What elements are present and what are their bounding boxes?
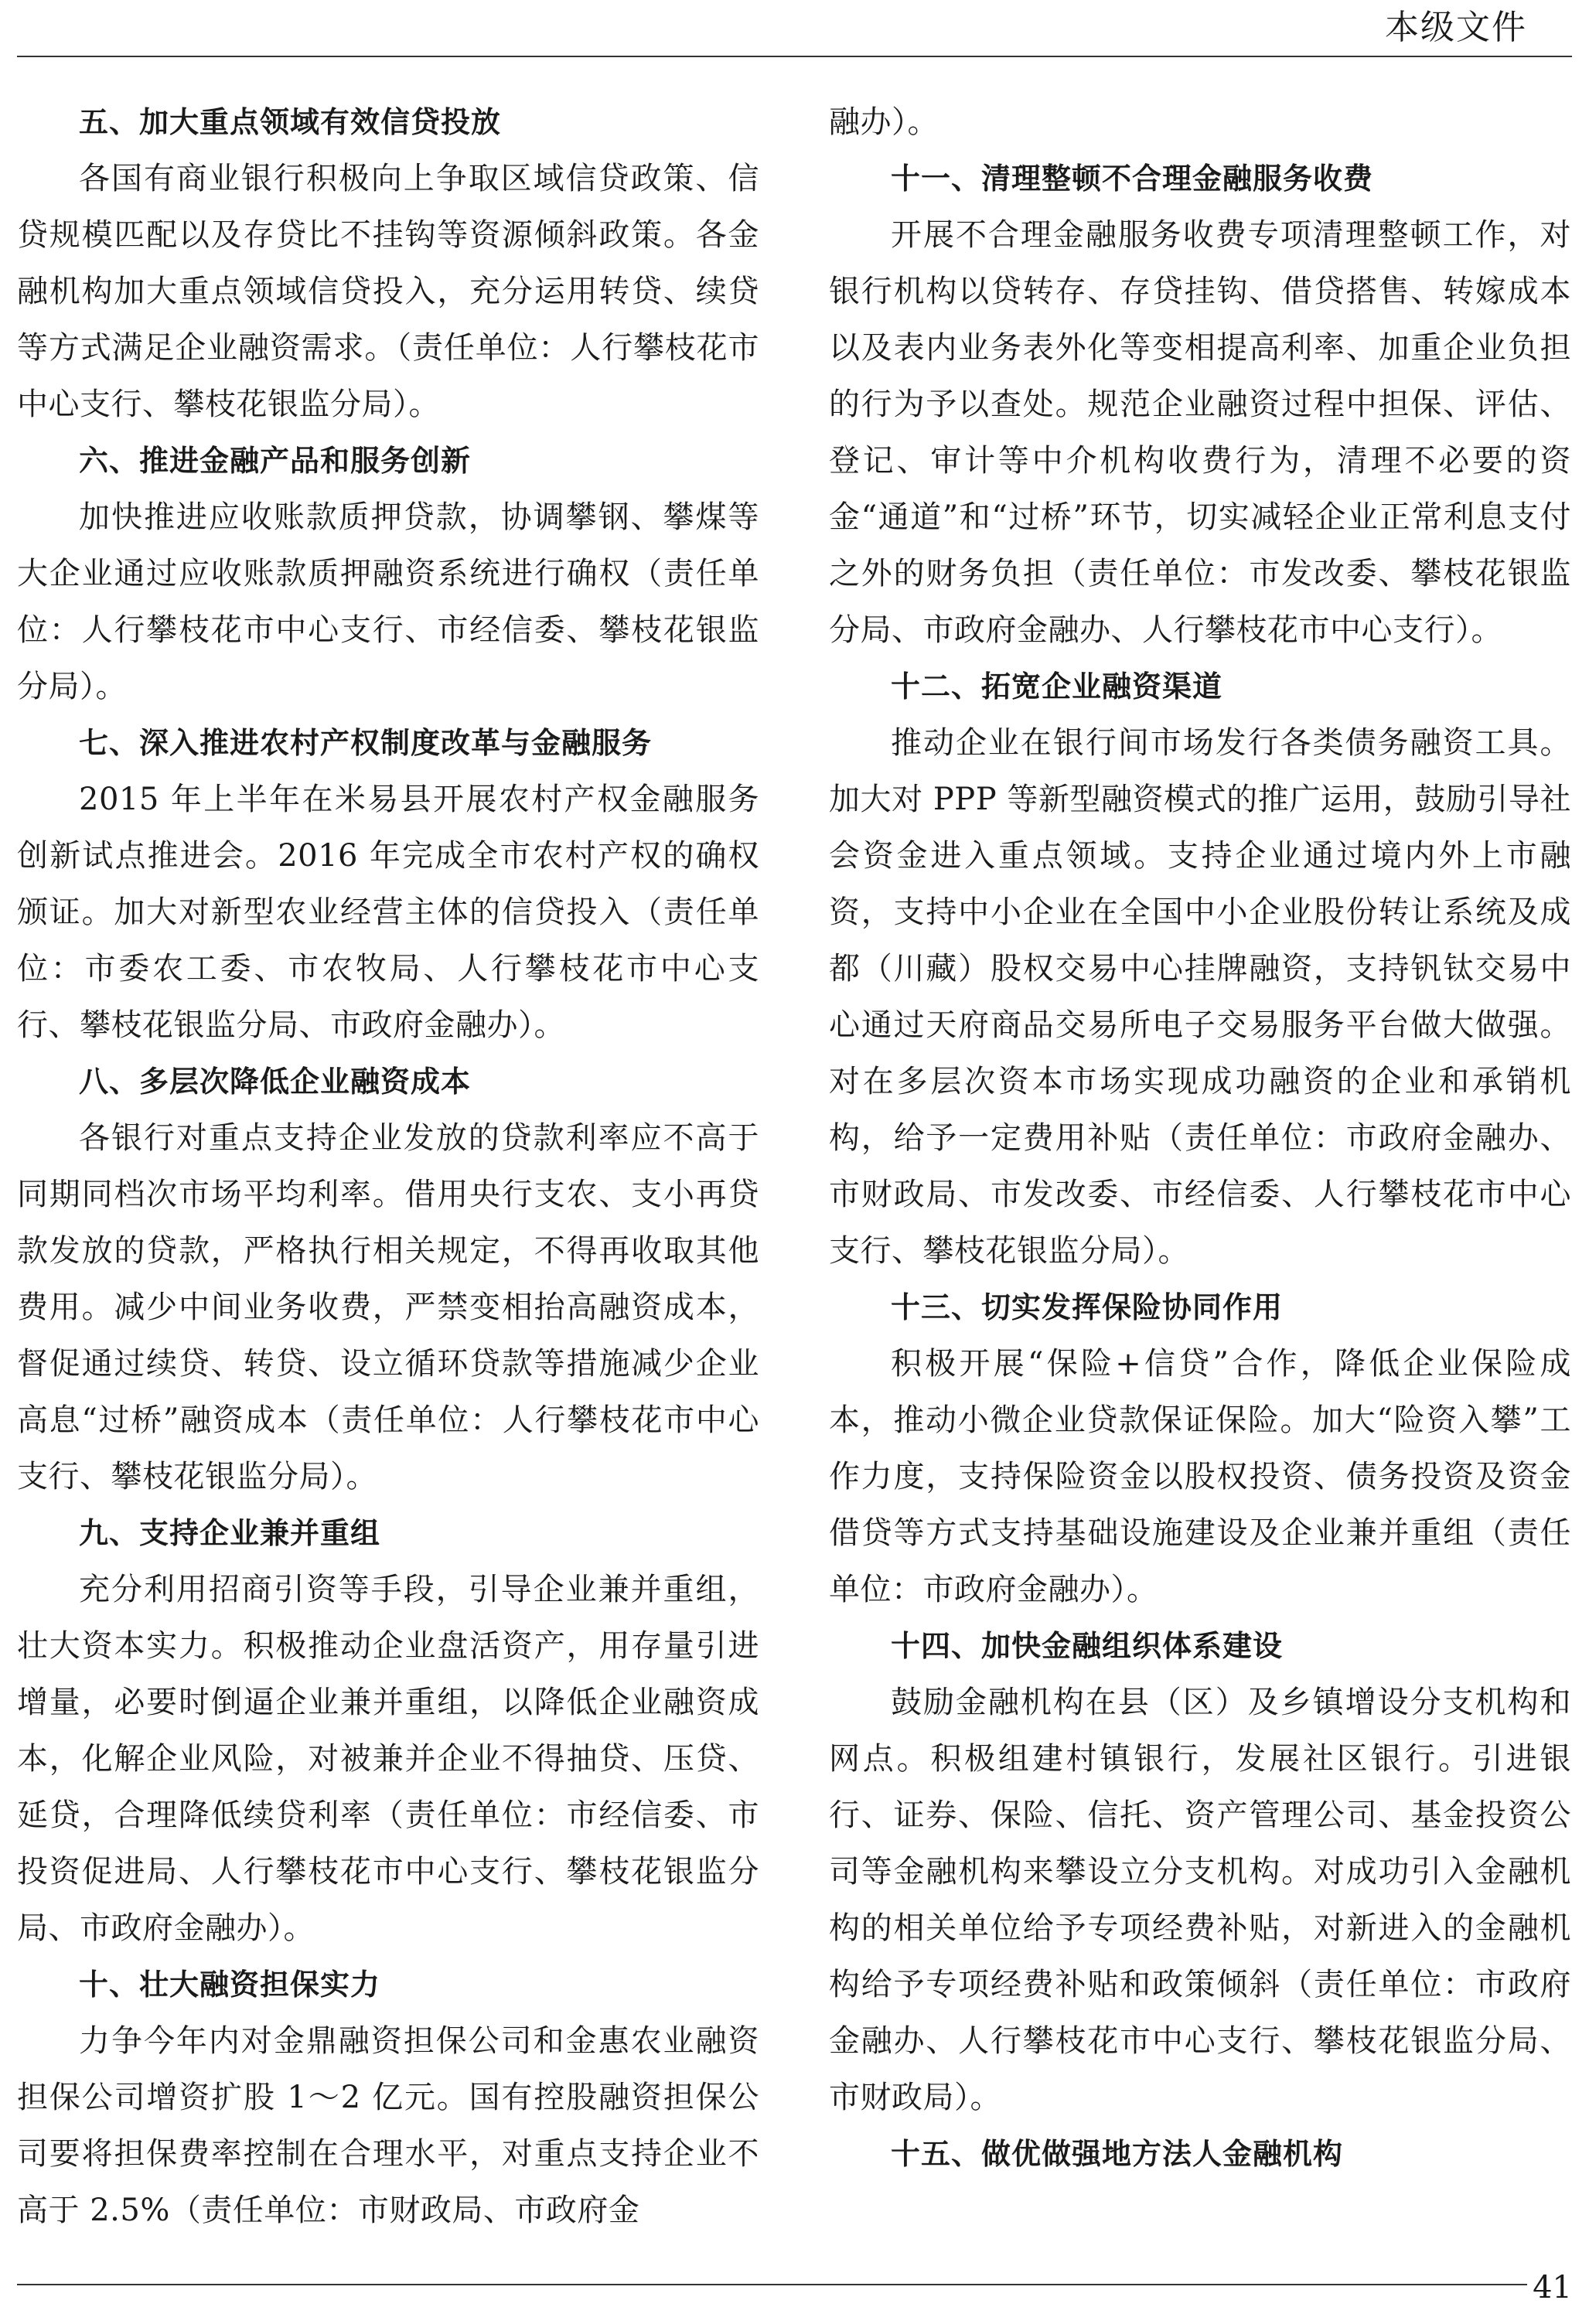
section-15-heading: 十五、做优做强地方法人金融机构	[891, 2137, 1344, 2171]
right-column	[829, 94, 1571, 2183]
header-rule	[17, 56, 1572, 57]
section-5-paragraph: 各国有商业银行积极向上争取区域信贷政策、信贷规模匹配以及存贷比不挂钩等资源倾斜政策。各金融机构加大重点领域信贷投入，充分运用转贷、续贷等方式满足企业融资需求。（责任单位：人行攀枝花市中心支行、攀枝花银监分局）。	[17, 161, 759, 422]
section-12-paragraph: 推动企业在银行间市场发行各类债务融资工具。加大对 PPP 等新型融资模式的推广运用，鼓励引导社会资金进入重点领域。支持企业通过境内外上市融资，支持中小企业在全国中小企业股份转让系统及成都（川藏）股权交易中心挂牌融资，支持钒钛交易中心通过天府商品交易所电子交易服务平台做大做强。对在多层次资本市场实现成功融资的企业和承销机构，给予一定费用补贴（责任单位：市政府金融办、市财政局、市发改委、市经信委、人行攀枝花市中心支行、攀枝花银监分局）。	[829, 725, 1571, 1269]
section-7-heading: 七、深入推进农村产权制度改革与金融服务	[79, 726, 653, 760]
section-11-heading: 十一、清理整顿不合理金融服务收费	[891, 162, 1374, 196]
section-6-paragraph: 加快推进应收账款质押贷款，协调攀钢、攀煤等大企业通过应收账款质押融资系统进行确权（责任单位：人行攀枝花市中心支行、市经信委、攀枝花银监分局）。	[17, 499, 759, 704]
page-number: 41	[1533, 2270, 1572, 2305]
section-9-heading: 九、支持企业兼并重组	[79, 1516, 381, 1550]
footer-rule	[17, 2284, 1527, 2285]
section-14-heading: 十四、加快金融组织体系建设	[891, 1629, 1284, 1663]
section-11-paragraph: 开展不合理金融服务收费专项清理整顿工作，对银行机构以贷转存、存贷挂钩、借贷搭售、转嫁成本以及表内业务表外化等变相提高利率、加重企业负担的行为予以查处。规范企业融资过程中担保、评估、登记、审计等中介机构收费行为，清理不必要的资金“通道”和“过桥”环节，切实减轻企业正常利息支付之外的财务负担（责任单位：市发改委、攀枝花银监分局、市政府金融办、人行攀枝花市中心支行）。	[829, 217, 1571, 648]
section-8-paragraph: 各银行对重点支持企业发放的贷款利率应不高于同期同档次市场平均利率。借用央行支农、支小再贷款发放的贷款，严格执行相关规定，不得再收取其他费用。减少中间业务收费，严禁变相抬高融资成本，督促通过续贷、转贷、设立循环贷款等措施减少企业高息“过桥”融资成本（责任单位：人行攀枝花市中心支行、攀枝花银监分局）。	[17, 1120, 759, 1494]
section-7-paragraph: 2015 年上半年在米易县开展农村产权金融服务创新试点推进会。2016 年完成全市农村产权的确权颁证。加大对新型农业经营主体的信贷投入（责任单位：市委农工委、市农牧局、人行攀枝花市中心支行、攀枝花银监分局、市政府金融办）。	[17, 782, 759, 1043]
section-13-heading: 十三、切实发挥保险协同作用	[891, 1290, 1284, 1324]
section-5-heading: 五、加大重点领域有效信贷投放	[79, 105, 502, 139]
section-6-heading: 六、推进金融产品和服务创新	[79, 444, 472, 478]
section-10-paragraph: 力争今年内对金鼎融资担保公司和金惠农业融资担保公司增资扩股 1～2 亿元。国有控股融资担保公司要将担保费率控制在合理水平，对重点支持企业不高于 2.5%（责任单位：市财政局、市政府金	[17, 2023, 759, 2228]
section-14-paragraph: 鼓励金融机构在县（区）及乡镇增设分支机构和网点。积极组建村镇银行，发展社区银行。引进银行、证券、保险、信托、资产管理公司、基金投资公司等金融机构来攀设立分支机构。对成功引入金融机构的相关单位给予专项经费补贴，对新进入的金融机构给予专项经费补贴和政策倾斜（责任单位：市政府金融办、人行攀枝花市中心支行、攀枝花银监分局、市财政局）。	[829, 1685, 1571, 2115]
left-column	[17, 94, 759, 2239]
section-10-heading: 十、壮大融资担保实力	[79, 1968, 381, 2002]
section-title: 本级文件	[1385, 8, 1527, 47]
section-13-paragraph: 积极开展“保险+信贷”合作，降低企业保险成本，推动小微企业贷款保证保险。加大“险资入攀”工作力度，支持保险资金以股权投资、债务投资及资金借贷等方式支持基础设施建设及企业兼并重组（责任单位：市政府金融办）。	[829, 1346, 1571, 1607]
section-9-paragraph: 充分利用招商引资等手段，引导企业兼并重组，壮大资本实力。积极推动企业盘活资产，用存量引进增量，必要时倒逼企业兼并重组，以降低企业融资成本，化解企业风险，对被兼并企业不得抽贷、压贷、延贷，合理降低续贷利率（责任单位：市经信委、市投资促进局、人行攀枝花市中心支行、攀枝花银监分局、市政府金融办）。	[17, 1572, 759, 1946]
section-10-continuation: 融办）。	[829, 104, 939, 140]
section-12-heading: 十二、拓宽企业融资渠道	[891, 670, 1223, 704]
section-8-heading: 八、多层次降低企业融资成本	[79, 1065, 472, 1099]
